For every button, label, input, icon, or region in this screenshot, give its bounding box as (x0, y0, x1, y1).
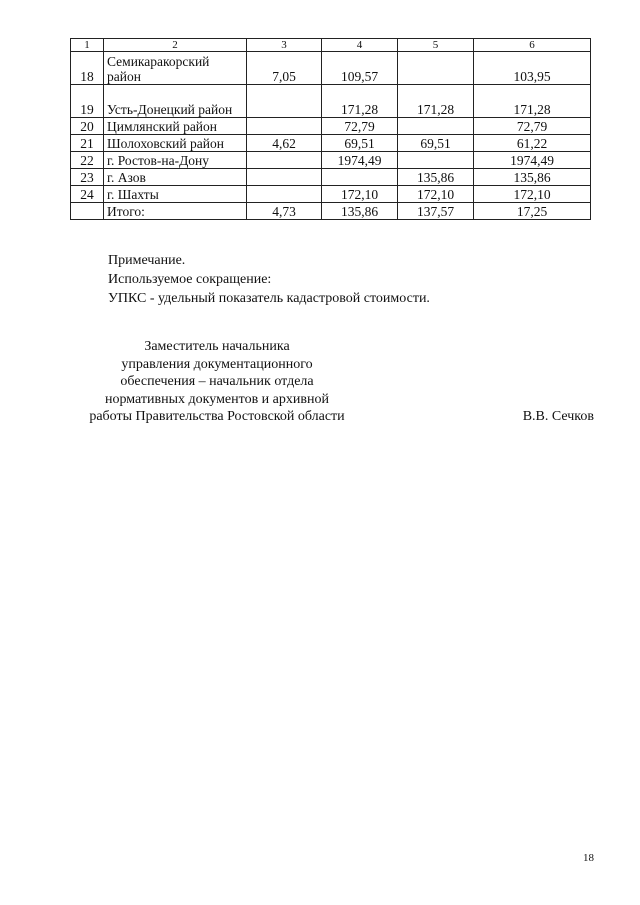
table-row (71, 203, 591, 220)
position-line: Заместитель начальника (144, 339, 290, 354)
district-name-cell: Шолоховский район (104, 135, 247, 152)
row-number-cell: 21 (71, 135, 104, 152)
value-cell-col6: 72,79 (474, 118, 591, 135)
note-title: Примечание. (108, 253, 186, 268)
value-cell-col4: 1974,49 (322, 152, 398, 169)
table-row (71, 85, 591, 118)
note-abbreviation-definition: УПКС - удельный показатель кадастровой стоимости. (108, 291, 430, 306)
value-cell-col6: 171,28 (474, 85, 591, 118)
row-number-cell: 24 (71, 186, 104, 203)
header-cell-4: 4 (322, 39, 398, 52)
row-number-cell: 19 (71, 85, 104, 118)
value-cell-col3: 4,62 (247, 135, 322, 152)
value-cell-col5 (398, 118, 474, 135)
district-name-cell: Усть-Донецкий район (104, 85, 247, 118)
value-cell-col4: 171,28 (322, 85, 398, 118)
value-cell-col6: 135,86 (474, 169, 591, 186)
table-row (71, 169, 591, 186)
position-line: работы Правительства Ростовской области (89, 409, 345, 424)
table-row (71, 118, 591, 135)
position-line: управления документационного (121, 356, 313, 372)
value-cell-col4: 172,10 (322, 186, 398, 203)
value-cell-col3 (247, 186, 322, 203)
value-cell-col3: 7,05 (247, 52, 322, 85)
value-cell-col5: 171,28 (398, 85, 474, 118)
row-number-cell: 22 (71, 152, 104, 169)
district-name-cell: Итого: (104, 203, 247, 220)
position-line: обеспечения – начальник отдела (120, 374, 314, 389)
header-cell-3: 3 (247, 39, 322, 52)
row-number-cell: 23 (71, 169, 104, 186)
table-row (71, 135, 591, 152)
row-number-cell (71, 203, 104, 220)
table-row (71, 152, 591, 169)
row-number-cell: 20 (71, 118, 104, 135)
district-name-cell: г. Шахты (104, 186, 247, 203)
note-abbreviation-intro: Используемое сокращение: (108, 272, 272, 287)
value-cell-col4: 135,86 (322, 203, 398, 220)
value-cell-col4: 72,79 (322, 118, 398, 135)
header-cell-1: 1 (71, 39, 104, 52)
header-cell-2: 2 (104, 39, 247, 52)
table-row (71, 186, 591, 203)
value-cell-col4 (322, 169, 398, 186)
value-cell-col5: 135,86 (398, 169, 474, 186)
district-name-cell: Семикаракорский район (104, 52, 247, 85)
header-cell-6: 6 (474, 39, 591, 52)
value-cell-col6: 103,95 (474, 52, 591, 85)
header-cell-5: 5 (398, 39, 474, 52)
note-block (108, 251, 430, 308)
table-row (71, 52, 591, 85)
value-cell-col6: 172,10 (474, 186, 591, 203)
value-cell-col4: 69,51 (322, 135, 398, 152)
value-cell-col3: 4,73 (247, 203, 322, 220)
district-name-cell: г. Азов (104, 169, 247, 186)
value-cell-col5: 172,10 (398, 186, 474, 203)
value-cell-col6: 61,22 (474, 135, 591, 152)
value-cell-col5 (398, 152, 474, 169)
signatory-name: В.В. Сечков (522, 409, 594, 424)
signatory-position (72, 338, 362, 426)
value-cell-col3 (247, 85, 322, 118)
value-cell-col6: 17,25 (474, 203, 591, 220)
row-number-cell: 18 (71, 52, 104, 85)
district-name-cell: Цимлянский район (104, 118, 247, 135)
table-header-row (71, 39, 591, 52)
value-cell-col4: 109,57 (322, 52, 398, 85)
value-cell-col5: 69,51 (398, 135, 474, 152)
district-name-cell: г. Ростов-на-Дону (104, 152, 247, 169)
position-line: нормативных документов и архивной (105, 391, 329, 407)
table-body (71, 39, 591, 220)
value-cell-col3 (247, 118, 322, 135)
cadastral-value-table (70, 38, 591, 220)
value-cell-col3 (247, 152, 322, 169)
value-cell-col3 (247, 169, 322, 186)
value-cell-col5: 137,57 (398, 203, 474, 220)
value-cell-col6: 1974,49 (474, 152, 591, 169)
value-cell-col5 (398, 52, 474, 85)
page-number: 18 (583, 852, 594, 864)
